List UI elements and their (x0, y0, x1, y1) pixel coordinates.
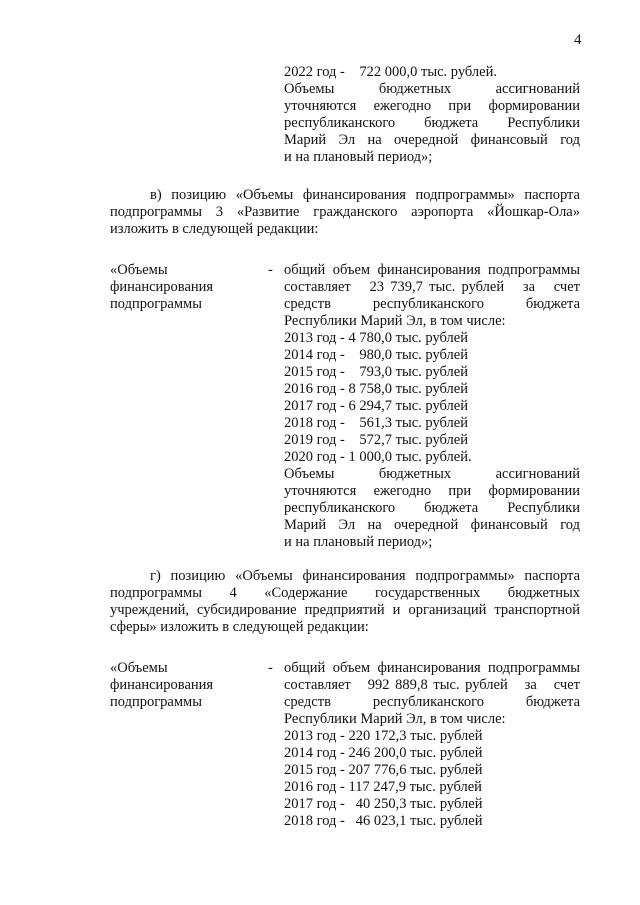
text-line: 2016 год - 8 758,0 тыс. рублей (284, 381, 468, 397)
text-line: 2013 год - 4 780,0 тыс. рублей (284, 330, 468, 346)
text-line: общий объем финансирования подпрограммы (284, 262, 580, 278)
text-line: республиканского бюджета Республики (284, 500, 580, 516)
text-line: г) позицию «Объемы финансирования подпрограммы» паспорта (150, 568, 580, 584)
text-line: подпрограммы 4 «Содержание государственных бюджетных (110, 585, 580, 601)
paragraph-v (110, 187, 580, 238)
text-line: Марий Эл на очередной финансовый год (284, 132, 580, 148)
label-line: финансирования (110, 279, 214, 295)
text-line: уточняются ежегодно при формировании (284, 483, 580, 499)
table2-label (110, 660, 260, 711)
text-line: Марий Эл на очередной финансовый год (284, 517, 580, 533)
text-line: Объемы бюджетных ассигнований (284, 466, 580, 482)
text-line: средств республиканского бюджета (284, 694, 580, 710)
table2-dash: - (268, 660, 273, 676)
text-line: Объемы бюджетных ассигнований (284, 81, 580, 97)
text-line: 2017 год - 6 294,7 тыс. рублей (284, 398, 468, 414)
text-line: уточняются ежегодно при формировании (284, 98, 580, 114)
text-line: 2013 год - 220 172,3 тыс. рублей (284, 728, 483, 744)
table2-content (284, 660, 580, 830)
page-number: 4 (574, 32, 582, 48)
table1-content (284, 262, 580, 551)
text-line: 2020 год - 1 000,0 тыс. рублей. (284, 449, 472, 465)
text-line: составляет 23 739,7 тыс. рублей за счет (284, 279, 580, 295)
text-line: 2017 год - 40 250,3 тыс. рублей (284, 796, 483, 812)
table1-label (110, 262, 260, 313)
text-line: 2014 год - 980,0 тыс. рублей (284, 347, 468, 363)
text-line: учреждений, субсидирование предприятий и организаций транспортной (110, 602, 580, 618)
text-line: 2016 год - 117 247,9 тыс. рублей (284, 779, 482, 795)
label-line: подпрограммы (110, 694, 202, 710)
top-block (284, 64, 580, 166)
text-line: и на плановый период»; (284, 149, 433, 165)
text-line: изложить в следующей редакции: (110, 221, 319, 237)
label-line: «Объемы (110, 660, 168, 676)
text-line: 2015 год - 207 776,6 тыс. рублей (284, 762, 483, 778)
text-line: 2018 год - 561,3 тыс. рублей (284, 415, 468, 431)
label-line: «Объемы (110, 262, 168, 278)
text-line: 2022 год - 722 000,0 тыс. рублей. (284, 64, 497, 80)
text-line: средств республиканского бюджета (284, 296, 580, 312)
text-line: в) позицию «Объемы финансирования подпрограммы» паспорта (150, 187, 580, 203)
text-line: 2015 год - 793,0 тыс. рублей (284, 364, 468, 380)
text-line: сферы» изложить в следующей редакции: (110, 619, 369, 635)
text-line: и на плановый период»; (284, 534, 433, 550)
text-line: общий объем финансирования подпрограммы (284, 660, 580, 676)
table1-dash: - (268, 262, 273, 278)
text-line: 2018 год - 46 023,1 тыс. рублей (284, 813, 483, 829)
label-line: финансирования (110, 677, 214, 693)
text-line: Республики Марий Эл, в том числе: (284, 313, 506, 329)
text-line: составляет 992 889,8 тыс. рублей за счет (284, 677, 580, 693)
text-line: Республики Марий Эл, в том числе: (284, 711, 506, 727)
text-line: 2019 год - 572,7 тыс. рублей (284, 432, 468, 448)
text-line: республиканского бюджета Республики (284, 115, 580, 131)
text-line: 2014 год - 246 200,0 тыс. рублей (284, 745, 483, 761)
label-line: подпрограммы (110, 296, 202, 312)
paragraph-g (110, 568, 580, 636)
text-line: подпрограммы 3 «Развитие гражданского аэропорта «Йошкар-Ола» (110, 204, 580, 220)
